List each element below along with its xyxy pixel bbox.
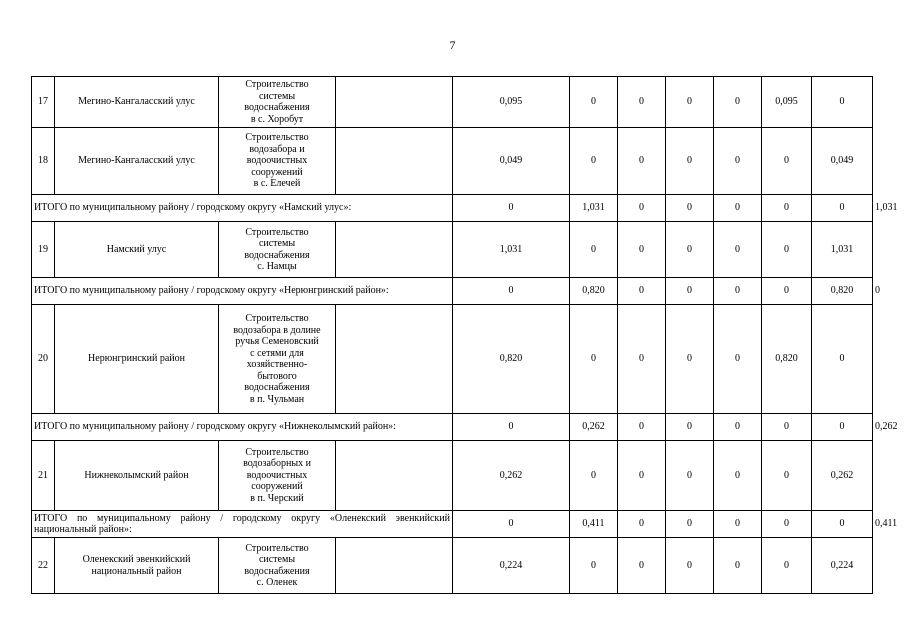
amount-cell: 0 [618, 77, 666, 128]
amount-cell: 0 [618, 414, 666, 441]
amount-cell: 1,031 [570, 195, 618, 222]
project-line: водозабора в долине [233, 324, 321, 336]
amount-cell: 0 [812, 414, 873, 441]
project-description [219, 222, 336, 278]
amount-cell: 0 [762, 128, 812, 195]
row-number: 22 [32, 538, 55, 594]
page-number: 7 [449, 38, 456, 52]
municipality-name: Мегино-Кангаласский улус [55, 77, 219, 128]
amount-cell: 0 [714, 222, 762, 278]
project-description [219, 441, 336, 511]
amount-cell: 0 [453, 195, 570, 222]
municipality-name: Нерюнгринский район [55, 305, 219, 414]
amount-cell: 0 [453, 414, 570, 441]
project-line: ручья Семеновский [235, 336, 319, 347]
project-line: Строительство [245, 542, 309, 554]
amount-cell: 0 [762, 195, 812, 222]
total-label: ИТОГО по муниципальному району / городскому округу «Оленекский эвенкийский национальный район»: [32, 511, 453, 538]
amount-cell: 0 [666, 195, 714, 222]
amount-cell: 0,095 [762, 77, 812, 128]
project-line: сооружений [251, 166, 303, 178]
amount-cell: 0 [666, 278, 714, 305]
amount-cell: 1,031 [812, 222, 873, 278]
amount-cell: 0 [666, 538, 714, 594]
amount-cell: 0 [714, 441, 762, 511]
project-line: водоочистных [246, 469, 308, 481]
municipality-name: Намский улус [55, 222, 219, 278]
amount-cell: 0 [714, 195, 762, 222]
project-line: с. Намцы [257, 261, 297, 272]
total-row: ИТОГО по муниципальному району / городскому округу «Оленекский эвенкийский национальный район»: 0 0,411 0 0 0 0 0 0,411 [32, 511, 873, 538]
total-label: ИТОГО по муниципальному району / городскому округу «Нижнеколымский район»: [32, 414, 453, 441]
funding-table [31, 76, 898, 594]
amount-cell: 0,224 [812, 538, 873, 594]
amount-cell: 0 [762, 441, 812, 511]
project-line: с. Оленек [256, 577, 298, 588]
municipality-name: Мегино-Кангаласский улус [55, 128, 219, 195]
amount-cell: 0 [666, 511, 714, 538]
amount-cell: 0 [812, 305, 873, 414]
amount-cell: 0 [618, 511, 666, 538]
project-line: водоочистных [246, 155, 308, 167]
project-line: с сетями для [250, 347, 304, 359]
project-line: хозяйственно- [246, 359, 308, 370]
amount-cell: 0 [570, 77, 618, 128]
amount-cell [336, 128, 453, 195]
amount-cell: 0 [618, 278, 666, 305]
project-line: Строительство [245, 313, 309, 324]
amount-cell: 0 [714, 77, 762, 128]
total-label: ИТОГО по муниципальному району / городскому округу «Намский улус»: [32, 195, 453, 222]
table-row [32, 77, 873, 128]
project-line: Строительство [245, 132, 309, 144]
amount-cell: 0 [714, 414, 762, 441]
total-row: ИТОГО по муниципальному району / городскому округу «Нижнеколымский район»: 0 0,262 0 0 0 0 0 0,262 [32, 414, 873, 441]
amount-cell: 0,820 [453, 305, 570, 414]
amount-cell: 0 [812, 511, 873, 538]
project-description [219, 77, 336, 128]
project-line: Строительство [245, 446, 309, 458]
amount-cell: 0 [812, 195, 873, 222]
amount-cell: 0 [570, 305, 618, 414]
amount-cell: 0 [666, 222, 714, 278]
project-line: в п. Чульман [249, 393, 305, 405]
project-description [219, 538, 336, 594]
project-line: водоснабжения [244, 102, 310, 113]
amount-cell: 0 [570, 441, 618, 511]
amount-cell: 0 [570, 538, 618, 594]
project-line: Строительство [245, 79, 309, 90]
row-number: 19 [32, 222, 55, 278]
row-number: 20 [32, 305, 55, 414]
table-row [32, 441, 873, 511]
project-line: системы [258, 554, 296, 565]
project-line: водоснабжения [244, 565, 310, 577]
amount-cell: 0,411 [570, 511, 618, 538]
project-line: водоснабжения [244, 382, 310, 393]
table-row [32, 128, 873, 195]
project-line: в с. Хоробут [250, 113, 304, 125]
project-description [219, 305, 336, 414]
amount-cell: 0,049 [453, 128, 570, 195]
project-line: в п. Черский [250, 492, 304, 504]
amount-cell: 0,049 [812, 128, 873, 195]
row-number: 17 [32, 77, 55, 128]
total-label: ИТОГО по муниципальному району / городскому округу «Нерюнгринский район»: [32, 278, 453, 305]
amount-cell: 0 [570, 128, 618, 195]
amount-cell: 0 [618, 222, 666, 278]
table-row [32, 538, 873, 594]
amount-cell [336, 222, 453, 278]
amount-cell: 0 [618, 441, 666, 511]
amount-cell: 0 [453, 511, 570, 538]
amount-cell: 0 [714, 278, 762, 305]
project-description [219, 128, 336, 195]
amount-cell: 0 [812, 77, 873, 128]
amount-cell: 0,262 [570, 414, 618, 441]
municipality-name: Нижнеколымский район [55, 441, 219, 511]
project-line: в с. Елечей [253, 178, 301, 190]
amount-cell: 0 [762, 511, 812, 538]
amount-cell: 1,031 [453, 222, 570, 278]
total-row: ИТОГО по муниципальному району / городскому округу «Намский улус»: 0 1,031 0 0 0 0 0 1,031 [32, 195, 873, 222]
project-line: водозаборных и [243, 458, 311, 470]
amount-cell: 0 [618, 128, 666, 195]
amount-cell: 0 [666, 414, 714, 441]
amount-cell: 0 [714, 511, 762, 538]
amount-cell: 0 [762, 538, 812, 594]
amount-cell [336, 538, 453, 594]
amount-cell: 0 [453, 278, 570, 305]
amount-cell [336, 77, 453, 128]
project-line: водозабора и [249, 143, 305, 155]
amount-cell: 0 [666, 441, 714, 511]
project-line: водоснабжения [244, 249, 310, 261]
project-line: системы [258, 238, 296, 249]
amount-cell: 0 [618, 195, 666, 222]
amount-cell: 0 [762, 414, 812, 441]
amount-cell: 0 [762, 222, 812, 278]
project-line: сооружений [251, 481, 303, 493]
amount-cell: 0 [570, 222, 618, 278]
amount-cell: 0 [618, 538, 666, 594]
total-row: ИТОГО по муниципальному району / городскому округу «Нерюнгринский район»: 0 0,820 0 0 0 0 0,820 0 [32, 278, 873, 305]
table-row [32, 305, 873, 414]
amount-cell [336, 441, 453, 511]
amount-cell: 0,262 [453, 441, 570, 511]
amount-cell: 0 [666, 128, 714, 195]
row-number: 21 [32, 441, 55, 511]
amount-cell: 0 [666, 305, 714, 414]
amount-cell: 0,224 [453, 538, 570, 594]
project-line: системы [258, 90, 296, 102]
amount-cell: 0,820 [812, 278, 873, 305]
table-row [32, 222, 873, 278]
amount-cell: 0,262 [812, 441, 873, 511]
amount-cell: 0 [714, 538, 762, 594]
amount-cell: 0,095 [453, 77, 570, 128]
project-line: Строительство [245, 226, 309, 238]
amount-cell: 0 [714, 128, 762, 195]
amount-cell: 0,820 [762, 305, 812, 414]
amount-cell [336, 305, 453, 414]
amount-cell: 0 [666, 77, 714, 128]
project-line: бытового [257, 370, 297, 382]
amount-cell: 0 [618, 305, 666, 414]
municipality-name: Оленекский эвенкийский национальный район [55, 538, 219, 594]
row-number: 18 [32, 128, 55, 195]
amount-cell: 0 [714, 305, 762, 414]
amount-cell: 0 [762, 278, 812, 305]
amount-cell: 0,820 [570, 278, 618, 305]
